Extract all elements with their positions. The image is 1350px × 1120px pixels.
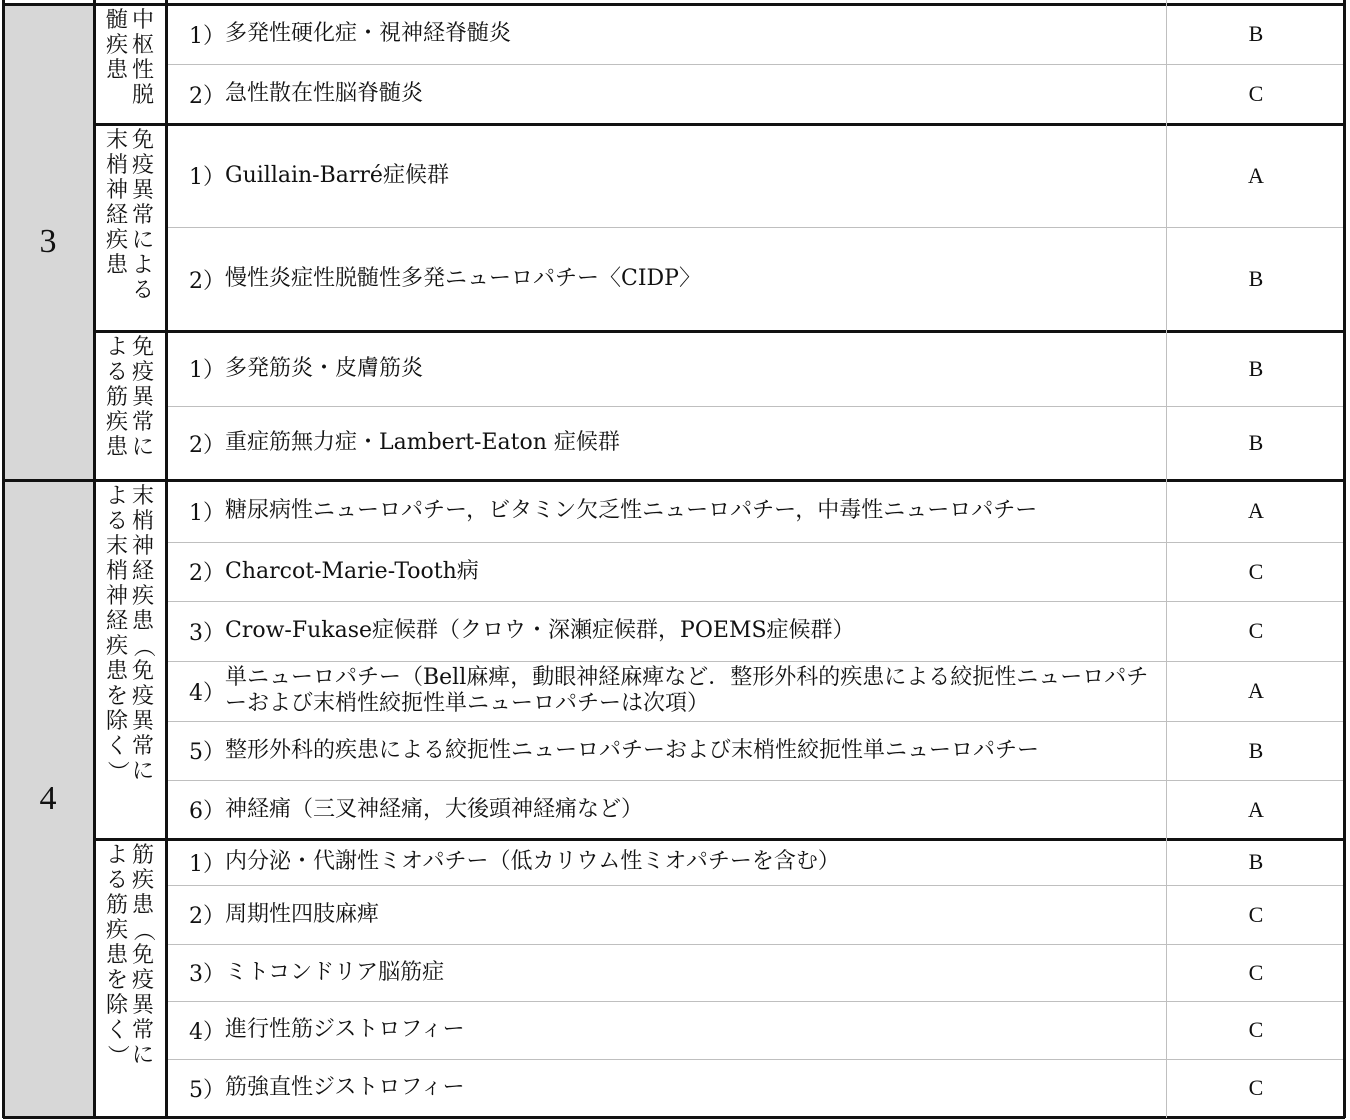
category-label-column: 末 梢 神 経 疾 患 （ 免 疫 異 常 に [130, 484, 156, 784]
item-text: 整形外科的疾患による絞扼性ニューロパチーおよび末梢性絞扼性単ニューロパチー [225, 737, 1040, 763]
row-divider-thin [167, 1001, 1345, 1002]
grade-value: B [1248, 430, 1264, 455]
category-label-column: よ る 筋 疾 患 [105, 335, 128, 460]
category-label [95, 4, 165, 124]
item-cell [167, 227, 1165, 331]
item-number: 3） [189, 620, 225, 646]
column-divider-thin [1166, 0, 1167, 1118]
item-number: 1） [189, 851, 225, 877]
grade-value: C [1248, 1017, 1264, 1042]
item-number: 2） [189, 268, 225, 294]
row-divider-thin [167, 944, 1345, 945]
grade-value: C [1248, 1075, 1264, 1100]
item-number: 2） [189, 83, 225, 109]
item-text: ミトコンドリア脳筋症 [225, 959, 445, 985]
category-label [95, 839, 165, 1117]
item-number: 6） [189, 799, 225, 824]
item-number: 1） [189, 358, 225, 383]
column-divider-thick [165, 0, 168, 1118]
item-cell [167, 480, 1165, 542]
row-divider-thick [95, 123, 1345, 126]
grade-value: A [1248, 162, 1264, 188]
item-number: 5） [189, 1077, 225, 1103]
row-divider-thick [95, 838, 1345, 841]
grade-value: C [1248, 618, 1264, 643]
grade-value: C [1248, 558, 1264, 584]
item-cell [167, 64, 1165, 124]
row-divider-thin [167, 661, 1345, 662]
grade-value: C [1248, 81, 1264, 106]
grade-value: A [1248, 498, 1264, 523]
row-divider-thin [167, 64, 1345, 65]
item-text: 重症筋無力症・Lambert-Eaton 症候群 [225, 430, 620, 455]
grade-value: B [1248, 737, 1264, 763]
row-divider-thick [3, 479, 1345, 482]
item-cell [167, 601, 1165, 661]
item-cell [167, 331, 1165, 406]
item-text: 糖尿病性ニューロパチー，ビタミン欠乏性ニューロパチー，中毒性ニューロパチー [225, 498, 1038, 523]
item-number: 1） [189, 500, 225, 526]
item-text: Guillain-Barré症候群 [225, 162, 449, 188]
group-number: 3 [3, 4, 93, 480]
column-divider-thick [1343, 0, 1346, 1118]
row-divider-thin [167, 1059, 1345, 1060]
item-text: 急性散在性脳脊髄炎 [225, 81, 424, 106]
item-text: 多発性硬化症・視神経脊髄炎 [225, 21, 512, 46]
item-number: 2） [189, 561, 225, 586]
category-label-column: 筋 疾 患 （ 免 疫 異 常 に [130, 843, 156, 1068]
row-divider-thick [3, 1116, 1345, 1119]
row-divider-thin [167, 721, 1345, 722]
item-cell [167, 780, 1165, 839]
item-cell [167, 721, 1165, 780]
grade-value: B [1248, 266, 1264, 291]
item-text: Crow-Fukase症候群（クロウ・深瀬症候群，POEMS症候群） [225, 618, 855, 643]
item-number: 1） [189, 165, 225, 190]
item-text: 進行性筋ジストロフィー [225, 1017, 465, 1042]
column-divider-thick [2, 0, 5, 1118]
item-text: 神経痛（三叉神経痛，大後頭神経痛など） [225, 796, 644, 822]
item-cell [167, 1001, 1165, 1059]
item-number: 2） [189, 904, 225, 929]
item-text: 慢性炎症性脱髄性多発ニューロパチー〈CIDP〉 [225, 266, 701, 291]
item-text: 周期性四肢麻痺 [225, 901, 380, 927]
item-cell [167, 1059, 1165, 1117]
item-cell [167, 839, 1165, 885]
item-text: 内分泌・代謝性ミオパチー（低カリウム性ミオパチーを含む） [225, 849, 840, 874]
item-cell [167, 885, 1165, 944]
row-divider-thin [167, 227, 1345, 228]
row-divider-thin [167, 542, 1345, 543]
item-text: 筋強直性ジストロフィー [225, 1075, 465, 1100]
item-text: 多発筋炎・皮膚筋炎 [225, 355, 424, 381]
item-text: Charcot-Marie-Tooth病 [225, 558, 479, 584]
category-label [95, 331, 165, 480]
grade-value: C [1248, 959, 1264, 985]
category-label [95, 124, 165, 331]
item-number: 3） [189, 962, 225, 987]
grade-value: B [1248, 355, 1264, 381]
item-cell [167, 4, 1165, 64]
column-divider-thick [93, 0, 96, 1118]
row-divider-thick [95, 330, 1345, 333]
grade-value: A [1248, 796, 1264, 822]
grade-value: B [1248, 849, 1264, 874]
row-divider-thin [167, 885, 1345, 886]
item-text: 単ニューロパチー（Bell麻痺，動眼神経麻痺など．整形外科的疾患による絞扼性ニューロパチーおよび末梢性絞扼性単ニューロパチーは次項） [225, 665, 1149, 716]
category-label-column: 中 枢 性 脱 [132, 8, 155, 108]
row-divider-thick [3, 3, 1345, 6]
group-number: 4 [3, 480, 93, 1117]
item-cell [167, 542, 1165, 601]
item-number: 5） [189, 740, 225, 765]
item-cell [167, 661, 1165, 721]
item-number: 4） [189, 680, 225, 706]
row-divider-thin [167, 780, 1345, 781]
item-cell [167, 406, 1165, 480]
category-label-column: よ る 筋 疾 患 を 除 く ） [104, 843, 130, 1067]
row-divider-thin [167, 406, 1345, 407]
category-label-column: 末 梢 神 経 疾 患 [105, 128, 128, 278]
category-label [95, 480, 165, 839]
item-number: 2） [189, 432, 225, 458]
grade-value: C [1248, 901, 1264, 927]
item-cell [167, 124, 1165, 227]
category-label-column: 免 疫 異 常 に [132, 335, 155, 460]
grade-value: B [1248, 21, 1264, 46]
grade-value: A [1248, 678, 1264, 703]
row-divider-thin [167, 601, 1345, 602]
item-cell [167, 944, 1165, 1001]
item-number: 1） [189, 23, 225, 49]
category-label-column: 免 疫 異 常 に よ る [132, 128, 155, 303]
category-label-column: よ る 末 梢 神 経 疾 患 を 除 く ） [104, 484, 130, 783]
category-label-column: 髄 疾 患 [105, 8, 128, 83]
item-number: 4） [189, 1019, 225, 1045]
